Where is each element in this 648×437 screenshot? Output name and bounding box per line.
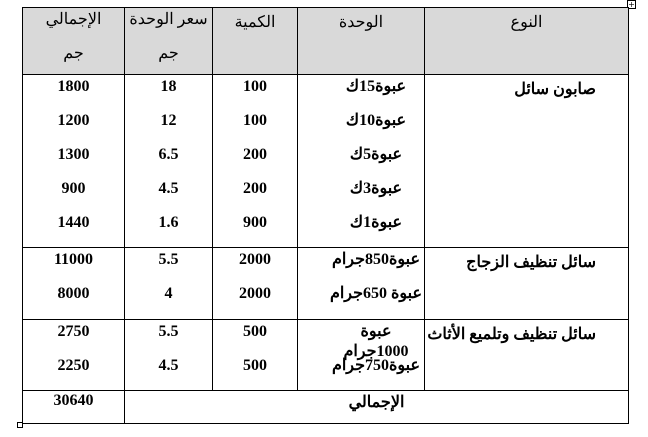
quantity-value: 200 bbox=[243, 146, 267, 163]
unit-value: عبوة1ك bbox=[349, 214, 403, 231]
header-quantity: الكمية bbox=[213, 8, 298, 75]
price-cell bbox=[125, 75, 213, 248]
unit-value: عبوة10ك bbox=[345, 112, 407, 129]
type-cell: صابون سائل bbox=[425, 75, 629, 248]
price-value: 4.5 bbox=[158, 357, 179, 374]
price-value: 1.6 bbox=[158, 214, 179, 231]
total-value: 8000 bbox=[57, 285, 90, 302]
header-total-label: الإجمالي bbox=[45, 11, 102, 28]
total-cell bbox=[23, 248, 125, 320]
unit-value: عبوة750جرام bbox=[331, 357, 421, 374]
total-value: 1200 bbox=[57, 112, 90, 129]
quantity-value: 500 bbox=[243, 323, 267, 340]
total-value: 1300 bbox=[57, 146, 90, 163]
header-total-currency: جم bbox=[63, 45, 84, 62]
table-move-handle-icon[interactable]: + bbox=[628, 0, 635, 9]
quantity-cell bbox=[213, 248, 298, 320]
price-value: 6.5 bbox=[158, 146, 179, 163]
header-unit-price-label: سعر الوحدة bbox=[129, 11, 208, 28]
type-cell: سائل تنظيف وتلميع الأثاث bbox=[425, 320, 629, 391]
header-unit-price bbox=[125, 8, 213, 75]
unit-cell bbox=[298, 75, 425, 248]
table-row bbox=[23, 320, 629, 391]
quantity-value: 2000 bbox=[239, 285, 271, 302]
price-value: 4 bbox=[164, 285, 173, 302]
unit-cell bbox=[298, 320, 425, 391]
price-table bbox=[22, 7, 629, 424]
header-unit-price-currency: جم bbox=[158, 45, 179, 62]
unit-cell bbox=[298, 248, 425, 320]
quantity-value: 900 bbox=[243, 214, 267, 231]
grand-total-row bbox=[23, 391, 629, 424]
grand-total-label: الإجمالي bbox=[125, 391, 629, 424]
unit-value: عبوة5ك bbox=[349, 146, 403, 163]
price-cell bbox=[125, 320, 213, 391]
header-type: النوع bbox=[425, 8, 629, 75]
total-value: 900 bbox=[61, 180, 86, 197]
price-value: 12 bbox=[160, 112, 177, 129]
unit-value: عبوة 650جرام bbox=[329, 285, 423, 302]
header-unit: الوحدة bbox=[298, 8, 425, 75]
total-value: 11000 bbox=[53, 251, 94, 268]
quantity-value: 100 bbox=[243, 112, 267, 129]
unit-value: عبوة850جرام bbox=[331, 251, 421, 268]
price-value: 5.5 bbox=[158, 323, 179, 340]
quantity-cell bbox=[213, 75, 298, 248]
header-total bbox=[23, 8, 125, 75]
price-value: 18 bbox=[160, 78, 177, 95]
quantity-value: 200 bbox=[243, 180, 267, 197]
total-value: 1440 bbox=[57, 214, 90, 231]
header-row bbox=[23, 8, 629, 75]
quantity-value: 500 bbox=[243, 357, 267, 374]
price-cell bbox=[125, 248, 213, 320]
quantity-value: 2000 bbox=[239, 251, 271, 268]
type-cell: سائل تنظيف الزجاج bbox=[425, 248, 629, 320]
grand-total-value: 30640 bbox=[23, 391, 125, 424]
total-cell bbox=[23, 75, 125, 248]
quantity-value: 100 bbox=[243, 78, 267, 95]
total-value: 2250 bbox=[57, 357, 90, 374]
quantity-cell bbox=[213, 320, 298, 391]
total-cell bbox=[23, 320, 125, 391]
unit-value: عبوة3ك bbox=[349, 180, 403, 197]
price-value: 4.5 bbox=[158, 180, 179, 197]
total-value: 2750 bbox=[57, 323, 90, 340]
table-row bbox=[23, 75, 629, 248]
unit-value: عبوة 1000جرام bbox=[343, 323, 409, 360]
price-value: 5.5 bbox=[158, 251, 179, 268]
unit-value: عبوة15ك bbox=[345, 78, 407, 95]
total-value: 1800 bbox=[57, 78, 90, 95]
table-row bbox=[23, 248, 629, 320]
